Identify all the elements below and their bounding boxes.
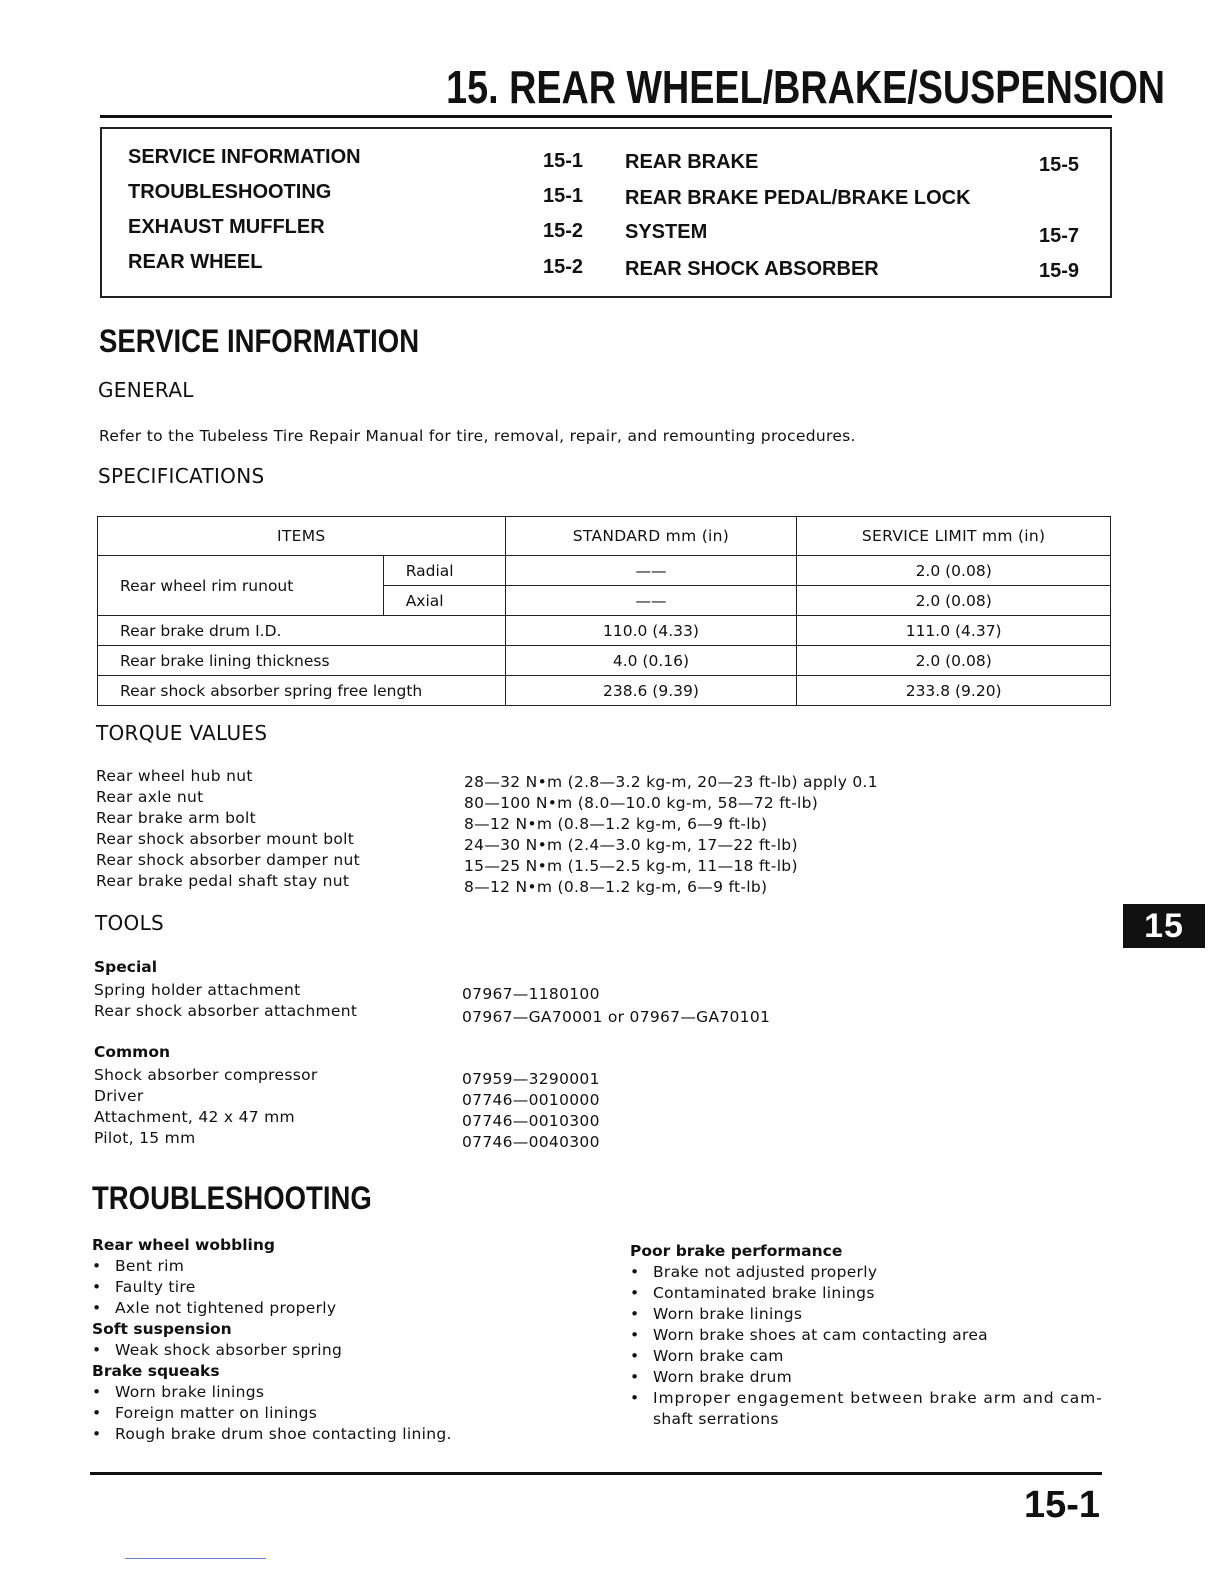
list-item: • Brake not adjusted properly [630, 1263, 878, 1281]
list-item: 8—12 N•m (0.8—1.2 kg-m, 6—9 ft-lb) [464, 815, 768, 833]
table-cell-item: Rear wheel rim runout [98, 556, 384, 616]
toc-page: 15-1 [543, 150, 584, 172]
toc-page: 15-5 [1039, 154, 1080, 176]
toc-item-system[interactable]: SYSTEM [625, 221, 708, 243]
table-cell-subitem: Axial [383, 586, 505, 616]
table-cell-limit: 233.8 (9.20) [797, 676, 1111, 706]
poor-brake-label: Poor brake performance [630, 1242, 843, 1260]
table-cell-limit: 2.0 (0.08) [797, 586, 1111, 616]
list-item: • Worn brake shoes at cam contacting area [630, 1326, 988, 1344]
list-item-text: Worn brake linings [653, 1305, 803, 1323]
table-cell-item: Rear brake lining thickness [98, 646, 506, 676]
special-tools-label: Special [94, 958, 158, 976]
table-cell-item: Rear shock absorber spring free length [98, 676, 506, 706]
toc-page: 15-2 [543, 256, 584, 278]
torque-values-heading: TORQUE VALUES [96, 721, 268, 745]
list-item-text: Worn brake shoes at cam contacting area [653, 1326, 988, 1344]
list-item: • Faulty tire [92, 1278, 196, 1296]
list-item: Rear shock absorber mount bolt [96, 830, 355, 848]
troubleshooting-heading: TROUBLESHOOTING [92, 1180, 372, 1216]
toc-item-rear-brake-pedal[interactable]: REAR BRAKE PEDAL/BRAKE LOCK [625, 187, 971, 209]
list-item: • Contaminated brake linings [630, 1284, 875, 1302]
list-item-continuation [630, 1409, 1103, 1430]
toc-item-exhaust-muffler[interactable]: EXHAUST MUFFLER [128, 216, 325, 238]
table-cell-standard: —— [505, 586, 797, 616]
list-item: Spring holder attachment [94, 981, 301, 999]
table-cell-standard: —— [505, 556, 797, 586]
toc-item-troubleshooting[interactable]: TROUBLESHOOTING [128, 181, 332, 203]
table-cell-limit: 111.0 (4.37) [797, 616, 1111, 646]
list-item: 80—100 N•m (8.0—10.0 kg-m, 58—72 ft-lb) [464, 794, 819, 812]
list-item: Rear shock absorber damper nut [96, 851, 360, 869]
general-heading: GENERAL [98, 378, 194, 402]
list-item: • Foreign matter on linings [92, 1404, 318, 1422]
toc-item-rear-shock-absorber[interactable]: REAR SHOCK ABSORBER [625, 258, 879, 280]
list-item-text: Foreign matter on linings [115, 1404, 318, 1422]
wobbling-label: Rear wheel wobbling [92, 1236, 275, 1254]
list-item-text: Brake not adjusted properly [653, 1263, 878, 1281]
col-header-items: ITEMS [98, 517, 506, 556]
list-item: Driver [94, 1087, 144, 1105]
list-item: Rear brake arm bolt [96, 809, 257, 827]
toc-page: 15-7 [1039, 225, 1080, 247]
list-item-text: Improper engagement between brake arm and cam- [653, 1389, 1103, 1407]
list-item: • Axle not tightened properly [92, 1299, 337, 1317]
list-item: • Worn brake drum [630, 1368, 792, 1386]
table-row [98, 616, 1111, 646]
list-item: Attachment, 42 x 47 mm [94, 1108, 295, 1126]
list-item-text: Worn brake cam [653, 1347, 784, 1365]
brake-squeaks-label: Brake squeaks [92, 1362, 220, 1380]
list-item: Pilot, 15 mm [94, 1129, 196, 1147]
page-number: 15-1 [1023, 1484, 1100, 1526]
list-item-text: Bent rim [115, 1257, 185, 1275]
list-item: 28—32 N•m (2.8—3.2 kg-m, 20—23 ft-lb) apply 0.1 [464, 773, 878, 791]
list-item: • Worn brake cam [630, 1347, 784, 1365]
list-item: Rear brake pedal shaft stay nut [96, 872, 350, 890]
troubleshooting-right-column [630, 1241, 1103, 1430]
toc-item-service-information[interactable]: SERVICE INFORMATION [128, 146, 361, 168]
list-item: 24—30 N•m (2.4—3.0 kg-m, 17—22 ft-lb) [464, 836, 798, 854]
list-item: • Bent rim [92, 1257, 185, 1275]
list-item: Rear shock absorber attachment [94, 1002, 358, 1020]
list-item-text: Rough brake drum shoe contacting lining. [115, 1425, 452, 1443]
list-item: • Worn brake linings [630, 1305, 803, 1323]
bottom-rule [90, 1472, 1102, 1475]
list-item: 07967—1180100 [462, 985, 600, 1003]
list-item: 07746—0010300 [462, 1112, 600, 1130]
list-item-text: Worn brake drum [653, 1368, 792, 1386]
toc-page: 15-9 [1039, 260, 1080, 282]
table-cell-standard: 4.0 (0.16) [505, 646, 797, 676]
list-item: • Improper engagement between brake arm and cam- [630, 1389, 1103, 1407]
list-item-text: Faulty tire [115, 1278, 196, 1296]
special-tools-list [94, 980, 357, 1022]
list-item-text: Contaminated brake linings [653, 1284, 875, 1302]
common-tools-label: Common [94, 1043, 171, 1061]
toc-page: 15-1 [543, 185, 584, 207]
table-cell-limit: 2.0 (0.08) [797, 646, 1111, 676]
list-item: Shock absorber compressor [94, 1066, 318, 1084]
troubleshooting-left-column [92, 1235, 452, 1445]
list-item-text: Axle not tightened properly [115, 1299, 337, 1317]
list-item: Rear wheel hub nut [96, 767, 253, 785]
chapter-title: 15. REAR WHEEL/BRAKE/SUSPENSION [446, 61, 1166, 113]
list-item: 15—25 N•m (1.5—2.5 kg-m, 11—18 ft-lb) [464, 857, 798, 875]
specifications-table [97, 516, 1111, 706]
chapter-tab-marker: 15 [1123, 904, 1205, 948]
table-row [98, 646, 1111, 676]
list-item: • Worn brake linings [92, 1383, 265, 1401]
service-information-heading: SERVICE INFORMATION [99, 323, 420, 359]
list-item-text: Weak shock absorber spring [115, 1341, 343, 1359]
common-tool-numbers [462, 1069, 600, 1153]
list-item: 07959—3290001 [462, 1070, 600, 1088]
list-item: Rear axle nut [96, 788, 204, 806]
list-item: 07746—0010000 [462, 1091, 600, 1109]
list-item: • Weak shock absorber spring [92, 1341, 343, 1359]
toc-page: 15-2 [543, 220, 584, 242]
list-item: 07967—GA70001 or 07967—GA70101 [462, 1008, 771, 1026]
list-item: • Rough brake drum shoe contacting lining. [92, 1425, 452, 1443]
torque-values-list [464, 772, 878, 898]
scan-artifact-line [125, 1558, 266, 1559]
table-cell-standard: 238.6 (9.39) [505, 676, 797, 706]
list-item: 8—12 N•m (0.8—1.2 kg-m, 6—9 ft-lb) [464, 878, 768, 896]
toc-item-rear-brake[interactable]: REAR BRAKE [625, 151, 759, 173]
table-cell-item: Rear brake drum I.D. [98, 616, 506, 646]
col-header-limit: SERVICE LIMIT mm (in) [797, 517, 1111, 556]
common-tools-list [94, 1065, 318, 1149]
list-item: 07746—0040300 [462, 1133, 600, 1151]
table-row [98, 556, 1111, 586]
list-item-text: Worn brake linings [115, 1383, 265, 1401]
soft-suspension-label: Soft suspension [92, 1320, 232, 1338]
torque-items-list [96, 766, 360, 892]
list-item-text: shaft serrations [653, 1410, 779, 1428]
special-tool-numbers [462, 983, 770, 1029]
table-cell-subitem: Radial [383, 556, 505, 586]
specifications-heading: SPECIFICATIONS [98, 464, 265, 488]
table-cell-limit: 2.0 (0.08) [797, 556, 1111, 586]
table-cell-standard: 110.0 (4.33) [505, 616, 797, 646]
table-row [98, 676, 1111, 706]
tools-heading: TOOLS [95, 911, 165, 935]
general-text: Refer to the Tubeless Tire Repair Manual for tire, removal, repair, and remounting procedures. [99, 427, 856, 445]
toc-item-rear-wheel[interactable]: REAR WHEEL [128, 251, 263, 273]
title-rule [100, 115, 1112, 118]
col-header-standard: STANDARD mm (in) [505, 517, 797, 556]
